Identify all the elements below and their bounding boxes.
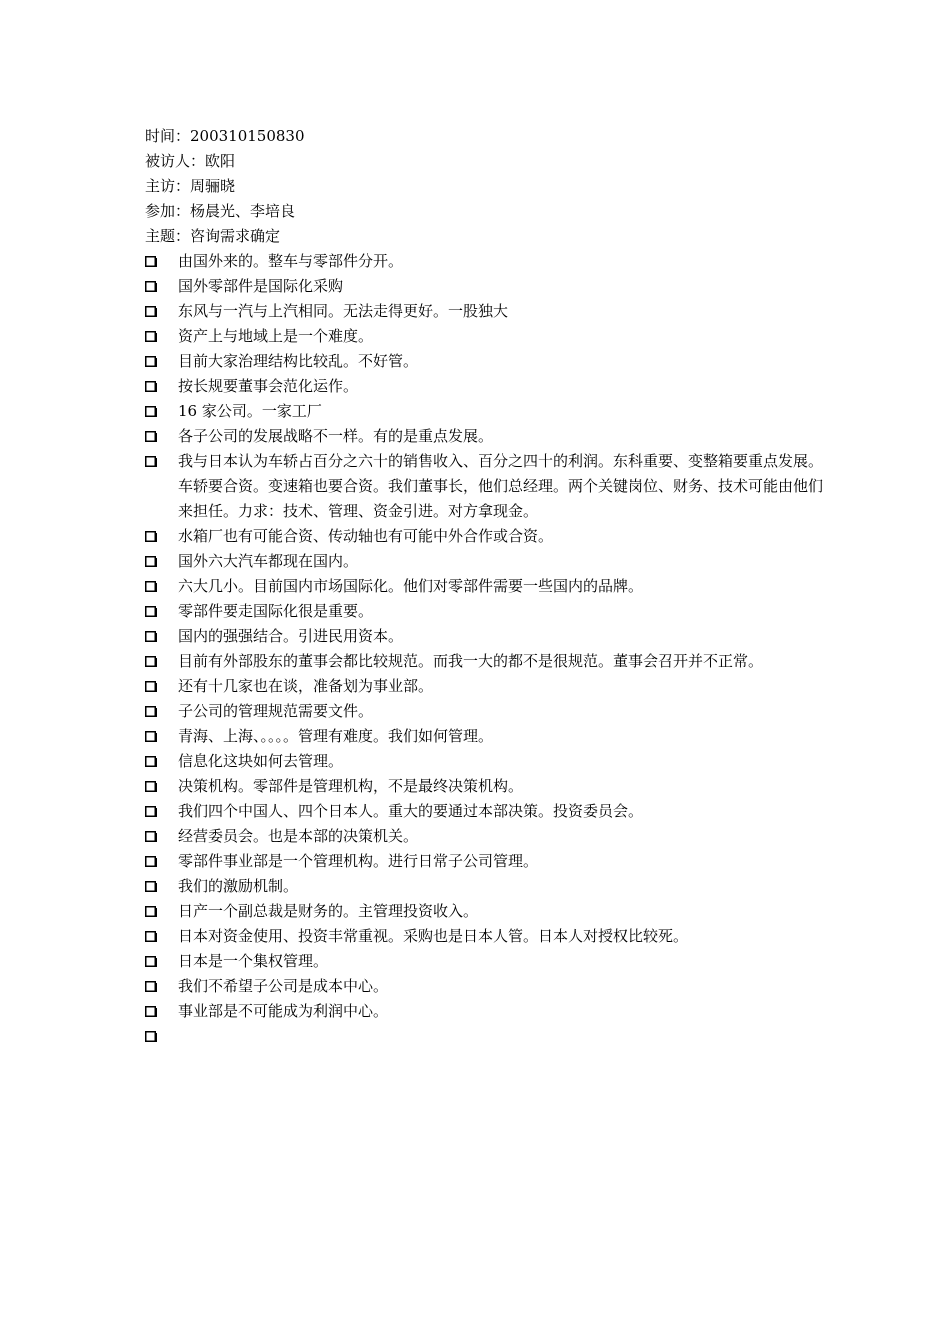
shadowed-checkbox-icon <box>145 581 157 593</box>
shadowed-checkbox-icon <box>145 256 157 268</box>
list-item-text: 我们四个中国人、四个日本人。重大的要通过本部决策。投资委员会。 <box>178 802 644 820</box>
interviewer: 主访：周骊晓 <box>145 177 236 195</box>
list-item-text: 我与日本认为车轿占百分之六十的销售收入、百分之四十的利润。东科重要、变整箱要重点发展。车轿要合资。变速箱也要合资。我们董事长，他们总经理。两个关键岗位、财务、技术可能由他们来担任。力求：技术、管理、资金引进。对方拿现金。 <box>178 452 824 520</box>
list-item <box>145 249 835 274</box>
list-item <box>145 924 835 949</box>
notes-bullet-list <box>145 249 835 1049</box>
list-item <box>145 799 835 824</box>
list-item-text: 资产上与地域上是一个难度。 <box>178 327 374 345</box>
list-item <box>145 449 835 524</box>
list-item-text: 事业部是不可能成为利润中心。 <box>178 1002 389 1020</box>
list-item-text: 日产一个副总裁是财务的。主管理投资收入。 <box>178 902 479 920</box>
list-item <box>145 974 835 999</box>
shadowed-checkbox-icon <box>145 281 157 293</box>
shadowed-checkbox-icon <box>145 431 157 443</box>
list-item-text: 信息化这块如何去管理。 <box>178 752 344 770</box>
shadowed-checkbox-icon <box>145 406 157 418</box>
interview-time: 时间：200310150830 <box>145 127 305 145</box>
list-item-text: 我们不希望子公司是成本中心。 <box>178 977 389 995</box>
list-item <box>145 699 835 724</box>
shadowed-checkbox-icon <box>145 681 157 693</box>
list-item <box>145 824 835 849</box>
list-item <box>145 649 835 674</box>
list-item-text: 决策机构。零部件是管理机构，不是最终决策机构。 <box>178 777 524 795</box>
shadowed-checkbox-icon <box>145 606 157 618</box>
shadowed-checkbox-icon <box>145 1031 157 1043</box>
list-item <box>145 899 835 924</box>
list-item-text: 还有十几家也在谈，准备划为事业部。 <box>178 677 434 695</box>
list-item-text: 目前有外部股东的董事会都比较规范。而我一大的都不是很规范。董事会召开并不正常。 <box>178 652 764 670</box>
shadowed-checkbox-icon <box>145 456 157 468</box>
shadowed-checkbox-icon <box>145 756 157 768</box>
list-item-text: 国内的强强结合。引进民用资本。 <box>178 627 404 645</box>
list-item-text: 水箱厂也有可能合资、传动轴也有可能中外合作或合资。 <box>178 527 554 545</box>
shadowed-checkbox-icon <box>145 331 157 343</box>
list-item <box>145 349 835 374</box>
topic: 主题：咨询需求确定 <box>145 227 281 245</box>
list-item-text: 按长规要董事会范化运作。 <box>178 377 359 395</box>
list-item <box>145 749 835 774</box>
shadowed-checkbox-icon <box>145 806 157 818</box>
list-item <box>145 274 835 299</box>
list-item <box>145 399 835 424</box>
shadowed-checkbox-icon <box>145 656 157 668</box>
shadowed-checkbox-icon <box>145 306 157 318</box>
shadowed-checkbox-icon <box>145 381 157 393</box>
list-item-text: 经营委员会。也是本部的决策机关。 <box>178 827 419 845</box>
list-item <box>145 1024 835 1049</box>
list-item <box>145 599 835 624</box>
list-item-text: 日本对资金使用、投资丰常重视。采购也是日本人管。日本人对授权比较死。 <box>178 927 689 945</box>
shadowed-checkbox-icon <box>145 731 157 743</box>
shadowed-checkbox-icon <box>145 981 157 993</box>
shadowed-checkbox-icon <box>145 706 157 718</box>
list-item-text: 目前大家治理结构比较乱。不好管。 <box>178 352 419 370</box>
list-item-text: 日本是一个集权管理。 <box>178 952 329 970</box>
shadowed-checkbox-icon <box>145 631 157 643</box>
list-item-text: 子公司的管理规范需要文件。 <box>178 702 374 720</box>
list-item-text: 零部件事业部是一个管理机构。进行日常子公司管理。 <box>178 852 539 870</box>
shadowed-checkbox-icon <box>145 931 157 943</box>
shadowed-checkbox-icon <box>145 1006 157 1018</box>
list-item-text: 16 家公司。一家工厂 <box>178 402 322 420</box>
shadowed-checkbox-icon <box>145 356 157 368</box>
list-item-text: 国外六大汽车都现在国内。 <box>178 552 359 570</box>
list-item-text: 东风与一汽与上汽相同。无法走得更好。一股独大 <box>178 302 509 320</box>
shadowed-checkbox-icon <box>145 781 157 793</box>
list-item-text: 国外零部件是国际化采购 <box>178 277 344 295</box>
shadowed-checkbox-icon <box>145 556 157 568</box>
shadowed-checkbox-icon <box>145 831 157 843</box>
list-item <box>145 374 835 399</box>
list-item-text: 青海、上海、。。。。管理有难度。我们如何管理。 <box>178 727 494 745</box>
list-item <box>145 424 835 449</box>
list-item <box>145 874 835 899</box>
list-item-text: 各子公司的发展战略不一样。有的是重点发展。 <box>178 427 494 445</box>
list-item <box>145 724 835 749</box>
list-item <box>145 324 835 349</box>
list-item <box>145 299 835 324</box>
shadowed-checkbox-icon <box>145 531 157 543</box>
list-item <box>145 949 835 974</box>
list-item <box>145 624 835 649</box>
list-item-text: 六大几小。目前国内市场国际化。他们对零部件需要一些国内的品牌。 <box>178 577 644 595</box>
list-item-text: 零部件要走国际化很是重要。 <box>178 602 374 620</box>
shadowed-checkbox-icon <box>145 881 157 893</box>
shadowed-checkbox-icon <box>145 956 157 968</box>
list-item <box>145 674 835 699</box>
list-item <box>145 849 835 874</box>
shadowed-checkbox-icon <box>145 906 157 918</box>
list-item-text: 我们的激励机制。 <box>178 877 299 895</box>
list-item <box>145 999 835 1024</box>
list-item-text: 由国外来的。整车与零部件分开。 <box>178 252 404 270</box>
shadowed-checkbox-icon <box>145 856 157 868</box>
list-item <box>145 574 835 599</box>
list-item <box>145 774 835 799</box>
list-item <box>145 524 835 549</box>
participants: 参加：杨晨光、李培良 <box>145 202 296 220</box>
list-item <box>145 549 835 574</box>
interviewee: 被访人：欧阳 <box>145 152 236 170</box>
interview-header <box>145 124 845 249</box>
